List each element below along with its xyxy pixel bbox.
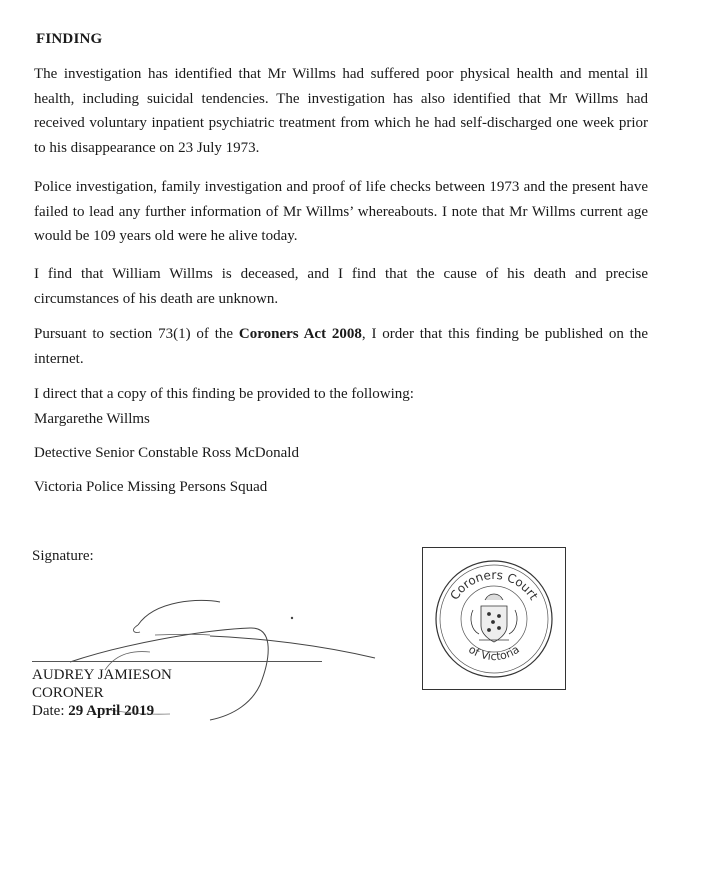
section-heading: FINDING [36, 31, 103, 47]
paragraph-finding: I find that William Willms is deceased, and I find that the cause of his death and precise circumstances of his death are unknown. [34, 266, 648, 307]
signature-label: Signature: [32, 548, 94, 564]
publication-text-after: , I order that this finding be published on the internet. [34, 326, 648, 367]
paragraph-publication [34, 322, 648, 371]
paragraph-distribution: I direct that a copy of this finding be provided to the following: [34, 386, 414, 402]
act-name: Coroners Act 2008 [238, 326, 362, 342]
recipient-item: Victoria Police Missing Persons Squad [34, 479, 268, 495]
svg-text:Coroners Court: Coroners Court [447, 567, 541, 603]
recipient-item: Margarethe Willms [34, 411, 150, 427]
publication-text-before: Pursuant to section 73(1) of the [34, 326, 239, 342]
court-seal-box [422, 547, 566, 690]
svg-text:of Victoria: of Victoria [466, 642, 522, 664]
court-seal [429, 554, 559, 684]
date-value: 29 April 2019 [68, 703, 155, 719]
paragraph-health: The investigation has identified that Mr Willms had suffered poor physical health and mental ill health, including suicidal tendencies. The investigation has also identified that Mr Willms had received voluntary inpatient psychiatric treatment from which he had self-discharged one week prior to his disappearance on 23 July 1973. [34, 66, 648, 156]
date-label: Date: [32, 703, 69, 719]
paragraph-investigation: Police investigation, family investigation and proof of life checks between 1973 and the present have failed to lead any further information of Mr Willms’ whereabouts. I note that Mr Willms current age would be 109 years old were he alive today. [34, 179, 648, 244]
signature-line [32, 661, 322, 662]
crest-icon [471, 594, 517, 642]
recipient-item: Detective Senior Constable Ross McDonald [34, 445, 299, 461]
coroner-name: AUDREY JAMIESON [32, 667, 172, 683]
coroner-role: CORONER [32, 685, 104, 701]
signature-date [32, 702, 154, 720]
